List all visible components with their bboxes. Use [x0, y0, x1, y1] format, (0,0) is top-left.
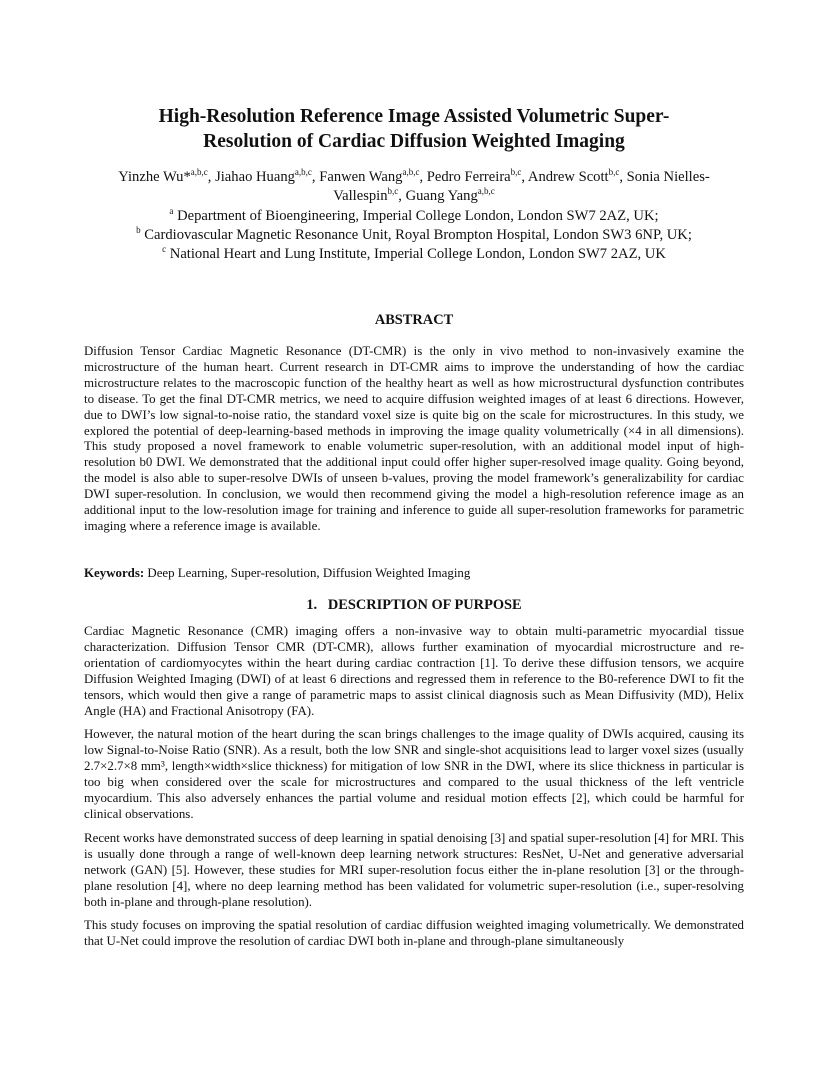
author-affiliation-marks: b,c	[387, 186, 399, 197]
affiliation-list	[60, 207, 768, 264]
abstract-heading: ABSTRACT	[374, 312, 454, 328]
keywords	[84, 565, 744, 581]
author-separator: ,	[419, 169, 427, 185]
section-paragraph: This study focuses on improving the spatial resolution of cardiac diffusion weighted imaging volumetrically. We demonstrated that U-Net could improve the resolution of cardiac DWI both in-plane and through-plane simultaneously	[84, 918, 744, 949]
affiliation-item	[60, 226, 768, 245]
author-name: Fanwen Wang	[319, 169, 403, 185]
section-paragraph: Cardiac Magnetic Resonance (CMR) imaging offers a non-invasive way to obtain multi-parametric myocardial tissue characterization. Diffusion Tensor CMR (DT-CMR), allows further examination of myocardial microstructure and re-orientation of cardiomyocytes within the heart during cardiac contraction [1]. To derive these diffusion tensors, we acquire Diffusion Weighted Imaging (DWI) of at least 6 directions and regressed them in reference to the B0-reference DWI to fit the tensors, which would then give a range of parametric maps to assist clinical diagnosis such as Mean Diffusivity (MD), Helix Angle (HA) and Fractional Anisotropy (FA).	[84, 624, 744, 718]
author-affiliation-marks: a,b,c	[402, 167, 420, 178]
keywords-label: Keywords:	[84, 566, 145, 580]
author-name: Sonia Nielles-Vallespin	[333, 169, 710, 204]
author-name: Andrew Scott	[527, 169, 609, 185]
affiliation-item	[60, 207, 768, 226]
author-name: Jiahao Huang	[215, 169, 295, 185]
author-name: Guang Yang	[405, 188, 478, 204]
affiliation-mark: a	[169, 206, 174, 217]
title-line-1: High-Resolution Reference Image Assisted Volumetric Super-	[158, 106, 670, 127]
section-body	[84, 624, 744, 958]
author-name: Pedro Ferreira	[426, 169, 511, 185]
author-affiliation-marks: a,b,c	[477, 186, 495, 197]
author-affiliation-marks: b,c	[608, 167, 620, 178]
author-name: Yinzhe Wu*	[118, 169, 191, 185]
author-separator: ,	[398, 188, 406, 204]
affiliation-text: Department of Bioengineering, Imperial College London, London SW7 2AZ, UK;	[177, 208, 659, 224]
section-paragraph: However, the natural motion of the heart during the scan brings challenges to the image quality of DWIs acquired, causing its low Signal-to-Noise Ratio (SNR). As a result, both the low SNR and single-shot acquisitions lead to larger voxel sizes (usually 2.7×2.7×8 mm³, length×width×slice thickness) for mitigation of low SNR in the DWI, where its slice thickness in particular is too big when considered over the scale for microstructures and compared to the usual thickness of the left ventricle myocardium. This also adversely enhances the partial volume and residual motion effects [2], which could be harmful for clinical observations.	[84, 727, 744, 821]
author-separator: ,	[619, 169, 627, 185]
title-line-2: Resolution of Cardiac Diffusion Weighted Imaging	[203, 131, 625, 152]
paper-title	[90, 104, 738, 154]
affiliation-mark: b	[136, 225, 141, 236]
author-affiliation-marks: b,c	[510, 167, 522, 178]
author-separator: ,	[207, 169, 216, 185]
abstract-text: Diffusion Tensor Cardiac Magnetic Resonance (DT-CMR) is the only in vivo method to non-invasively examine the microstructure of the human heart. Current research in DT-CMR aims to improve the understanding of how the cardiac microstructure relates to the macroscopic function of the healthy heart as well as how microstructural dysfunction contributes to disease. To get the final DT-CMR metrics, we need to acquire diffusion weighted images of at least 6 directions. However, due to DWI’s low signal-to-noise ratio, the standard voxel size is quite big on the scale for microstructures. In this study, we explored the potential of deep-learning-based methods in improving the image quality volumetrically (×4 in all dimensions). This study proposed a novel framework to enable volumetric super-resolution, with an additional model input of high-resolution b0 DWI. We demonstrated that the additional input could offer higher super-resolved image quality. Going beyond, the model is also able to super-resolve DWIs of unseen b-values, proving the model framework’s generalizability for cardiac DWI super-resolution. In conclusion, we would then recommend giving the model a high-resolution reference image as an additional input to the low-resolution image for training and inference to guide all super-resolution frameworks for parametric imaging where a reference image is available.	[84, 344, 744, 533]
affiliation-mark: c	[162, 244, 167, 255]
author-list	[90, 168, 738, 206]
section-heading: 1. DESCRIPTION OF PURPOSE	[306, 597, 522, 613]
author-affiliation-marks: a,b,c	[294, 167, 312, 178]
author-separator: ,	[311, 169, 320, 185]
author-affiliation-marks: a,b,c	[190, 167, 208, 178]
section-paragraph: Recent works have demonstrated success of deep learning in spatial denoising [3] and spatial super-resolution [4] for MRI. This is usually done through a range of well-known deep learning network structures: ResNet, U-Net and generative adversarial network (GAN) [5]. However, these studies for MRI super-resolution focus either the in-plane resolution [3] or the through-plane resolution [4], where no deep learning method has been validated for volumetric super-resolution (i.e., super-resolving both in-plane and through-plane resolution).	[84, 830, 744, 909]
keywords-text: Deep Learning, Super-resolution, Diffusion Weighted Imaging	[144, 566, 471, 580]
author-separator: ,	[521, 169, 528, 185]
affiliation-text: Cardiovascular Magnetic Resonance Unit, Royal Brompton Hospital, London SW3 6NP, UK;	[144, 227, 692, 243]
affiliation-item	[60, 245, 768, 264]
affiliation-text: National Heart and Lung Institute, Imperial College London, London SW7 2AZ, UK	[169, 246, 666, 262]
